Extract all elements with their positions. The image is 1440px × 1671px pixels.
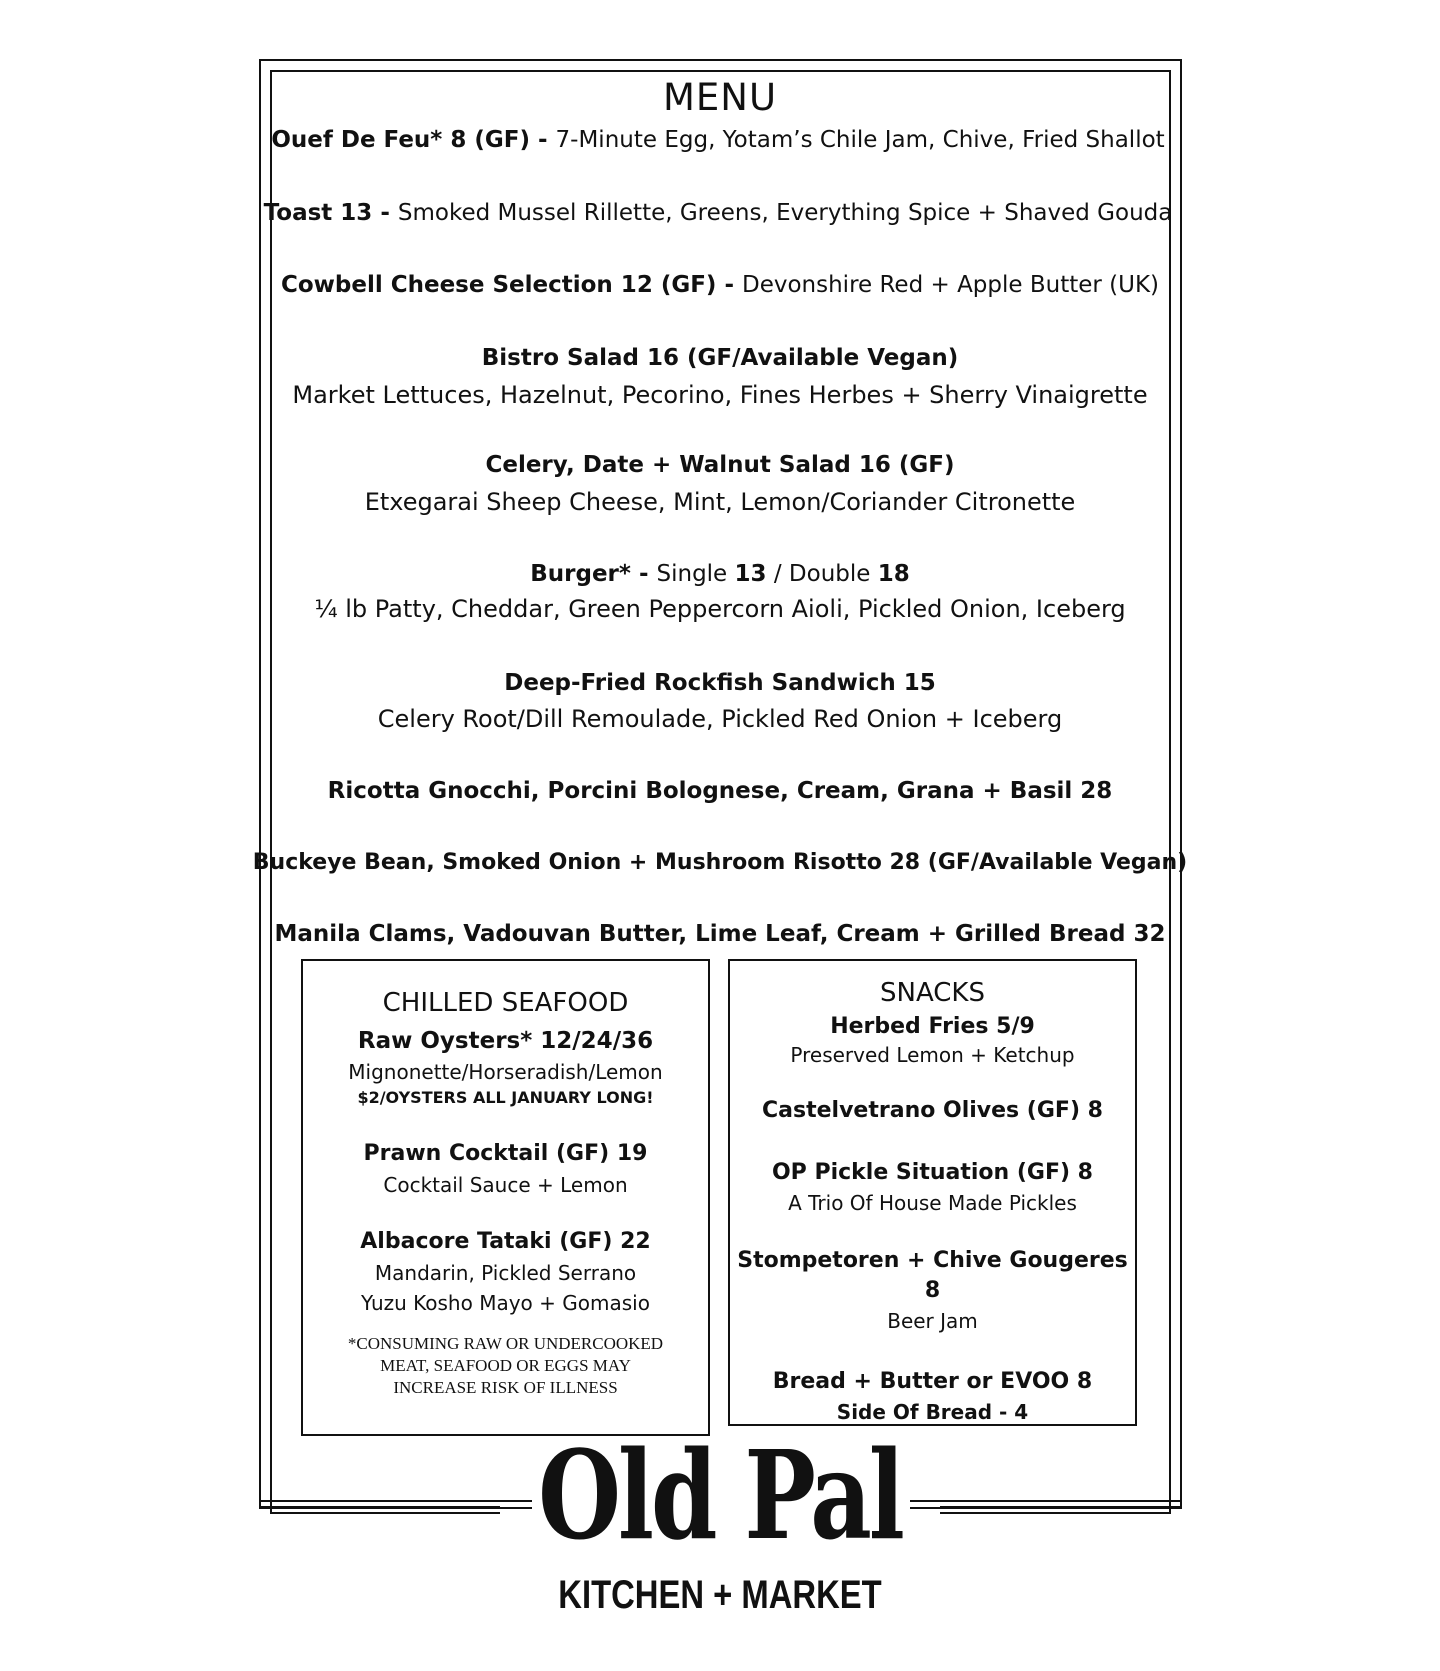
menu-item-name: Deep-Fried Rockfish Sandwich 15: [504, 670, 936, 696]
menu-item-name: Celery, Date + Walnut Salad 16 (GF): [485, 452, 955, 478]
menu-item-clams: [0, 916, 1440, 952]
pickles-description: A Trio Of House Made Pickles: [788, 1191, 1077, 1215]
oysters-description: Mignonette/Horseradish/Lemon: [348, 1060, 663, 1084]
snacks-box: [728, 959, 1137, 1426]
menu-item-name: Ricotta Gnocchi, Porcini Bolognese, Cream, Grana + Basil 28: [327, 778, 1113, 804]
menu-item-description: Celery Root/Dill Remoulade, Pickled Red Onion + Iceberg: [377, 705, 1063, 733]
raw-food-disclaimer: *CONSUMING RAW OR UNDERCOOKED: [347, 1334, 664, 1353]
menu-item-description: Devonshire Red + Apple Butter (UK): [742, 272, 1160, 298]
bread-name: Bread + Butter or EVOO 8: [772, 1369, 1093, 1394]
oysters-promo: $2/OYSTERS ALL JANUARY LONG!: [357, 1088, 654, 1107]
bread-side: Side Of Bread - 4: [836, 1400, 1029, 1424]
menu-item-toast: [0, 195, 1438, 231]
menu-item-description: Etxegarai Sheep Cheese, Mint, Lemon/Coriander Citronette: [364, 488, 1076, 516]
snacks-title: SNACKS: [880, 978, 985, 1008]
albacore-name: Albacore Tataki (GF) 22: [360, 1229, 651, 1254]
prawn-name: Prawn Cocktail (GF) 19: [363, 1141, 648, 1166]
menu-item-separator: -: [716, 272, 742, 298]
menu-item-name: Bistro Salad 16 (GF/Available Vegan): [481, 345, 959, 371]
menu-item-name: Manila Clams, Vadouvan Butter, Lime Leaf, Cream + Grilled Bread 32: [274, 921, 1166, 947]
menu-item-name: Buckeye Bean, Smoked Onion + Mushroom Risotto 28 (GF/Available Vegan): [252, 850, 1188, 875]
chilled-seafood-title: CHILLED SEAFOOD: [382, 988, 629, 1018]
menu-item-gnocchi: [0, 773, 1440, 809]
old-pal-logo: Old Pal: [538, 1423, 902, 1567]
menu-item-name: Toast 13: [263, 200, 373, 226]
kitchen-market-tagline: KITCHEN + MARKET: [558, 1573, 882, 1617]
oysters-name: Raw Oysters* 12/24/36: [357, 1028, 654, 1054]
menu-item-risotto: [0, 845, 1440, 881]
menu-item-separator: -: [630, 561, 657, 587]
menu-item-name: Cowbell Cheese Selection 12 (GF): [280, 272, 717, 298]
menu-item-rockfish: [0, 665, 1440, 701]
pickles-name: OP Pickle Situation (GF) 8: [771, 1160, 1093, 1185]
menu-item-cheese: [0, 267, 1440, 303]
burger-single-price: 13: [734, 561, 767, 587]
menu-item-burger: [0, 556, 1440, 592]
albacore-description: Yuzu Kosho Mayo + Gomasio: [361, 1291, 650, 1315]
menu-item-name: Burger*: [530, 561, 631, 587]
menu-item-bistro-salad: [0, 340, 1440, 376]
olives-name: Castelvetrano Olives (GF) 8: [762, 1098, 1103, 1123]
menu-item-ouef: [0, 122, 1438, 158]
menu-item-separator: -: [529, 127, 556, 153]
burger-single-label: Single: [656, 561, 735, 587]
menu-item-description: Market Lettuces, Hazelnut, Pecorino, Fines Herbes + Sherry Vinaigrette: [292, 381, 1148, 409]
burger-double-price: 18: [877, 561, 910, 587]
menu-item-name: Ouef De Feu* 8 (GF): [271, 127, 530, 153]
menu-item-description: 7-Minute Egg, Yotam’s Chile Jam, Chive, Fried Shallot: [555, 127, 1165, 153]
fries-name: Herbed Fries 5/9: [830, 1014, 1035, 1039]
gougeres-description: Beer Jam: [887, 1309, 978, 1333]
menu-item-celery-salad: [0, 447, 1440, 483]
prawn-description: Cocktail Sauce + Lemon: [383, 1173, 628, 1197]
raw-food-disclaimer: INCREASE RISK OF ILLNESS: [393, 1378, 618, 1397]
fries-description: Preserved Lemon + Ketchup: [790, 1043, 1075, 1067]
menu-item-separator: -: [372, 200, 398, 226]
burger-double-label: Double: [788, 561, 878, 587]
chilled-seafood-box: [301, 959, 710, 1436]
albacore-description: Mandarin, Pickled Serrano: [374, 1261, 637, 1285]
gougeres-name: Stompetoren + Chive Gougeres 8: [737, 1248, 1128, 1303]
menu-item-description: ¼ lb Patty, Cheddar, Green Peppercorn Aioli, Pickled Onion, Iceberg: [314, 595, 1126, 623]
menu-item-description: Smoked Mussel Rillette, Greens, Everything Spice + Shaved Gouda: [397, 200, 1173, 226]
raw-food-disclaimer: MEAT, SEAFOOD OR EGGS MAY: [380, 1356, 631, 1375]
menu-title: MENU: [662, 76, 778, 119]
burger-slash: /: [766, 561, 789, 587]
